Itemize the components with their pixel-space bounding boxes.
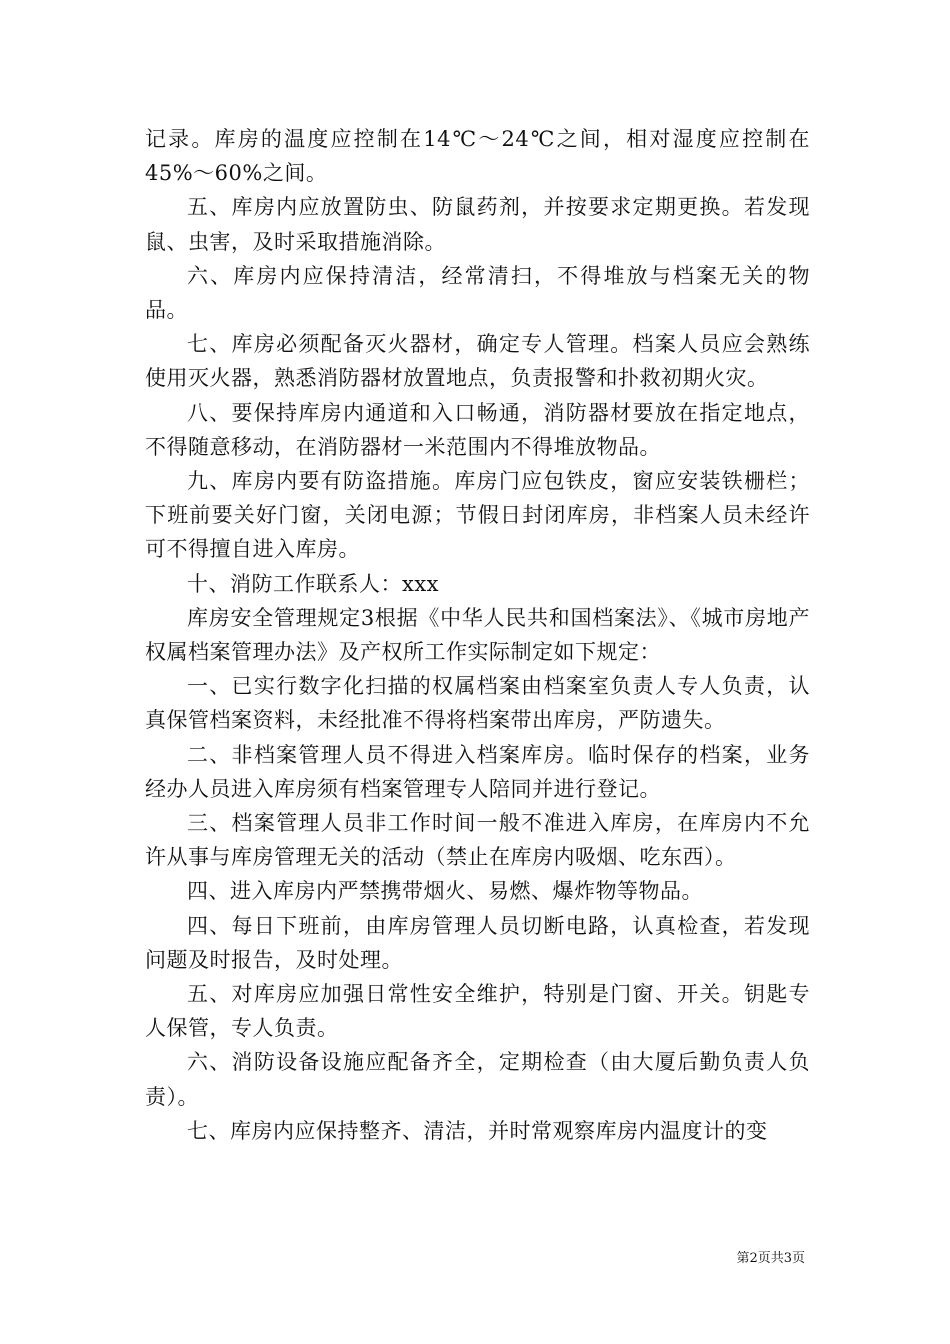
paragraph-15: 六、消防设备设施应配备齐全，定期检查（由大厦后勤负责人负责）。 [145, 1050, 810, 1109]
page-number-footer: 第2页共3页 [736, 1251, 805, 1266]
paragraph-1: 记录。库房的温度应控制在14℃～24℃之间，相对湿度应控制在45%～60%之间。 [145, 127, 810, 186]
paragraph-5: 八、要保持库房内通道和入口畅通，消防器材要放在指定地点，不得随意移动，在消防器材一米范围内不得堆放物品。 [145, 400, 810, 459]
paragraph-7: 十、消防工作联系人：xxx [187, 571, 440, 596]
paragraph-13: 四、每日下班前，由库房管理人员切断电路，认真检查，若发现问题及时报告，及时处理。 [145, 913, 810, 972]
paragraph-6: 九、库房内要有防盗措施。库房门应包铁皮，窗应安装铁栅栏；下班前要关好门窗，关闭电源；节假日封闭库房，非档案人员未经许可不得擅自进入库房。 [145, 469, 810, 562]
document-body [145, 122, 810, 1148]
paragraph-4: 七、库房必须配备灭火器材，确定专人管理。档案人员应会熟练使用灭火器，熟悉消防器材放置地点，负责报警和扑救初期火灾。 [145, 332, 810, 391]
paragraph-11: 三、档案管理人员非工作时间一般不准进入库房，在库房内不允许从事与库房管理无关的活动（禁止在库房内吸烟、吃东西）。 [145, 811, 810, 870]
paragraph-10: 二、非档案管理人员不得进入档案库房。临时保存的档案，业务经办人员进入库房须有档案管理专人陪同并进行登记。 [145, 742, 810, 801]
paragraph-12: 四、进入库房内严禁携带烟火、易燃、爆炸物等物品。 [187, 879, 703, 904]
paragraph-9: 一、已实行数字化扫描的权属档案由档案室负责人专人负责，认真保管档案资料，未经批准不得将档案带出库房，严防遗失。 [145, 674, 810, 733]
paragraph-14: 五、对库房应加强日常性安全维护，特别是门窗、开关。钥匙专人保管，专人负责。 [145, 982, 810, 1041]
paragraph-8: 库房安全管理规定3根据《中华人民共和国档案法》、《城市房地产权属档案管理办法》及产权所工作实际制定如下规定： [145, 605, 810, 665]
paragraph-3: 六、库房内应保持清洁，经常清扫，不得堆放与档案无关的物品。 [145, 263, 810, 323]
paragraph-2: 五、库房内应放置防虫、防鼠药剂，并按要求定期更换。若发现鼠、虫害，及时采取措施消除。 [145, 195, 810, 254]
paragraph-16: 七、库房内应保持整齐、清洁，并时常观察库房内温度计的变 [187, 1118, 768, 1143]
